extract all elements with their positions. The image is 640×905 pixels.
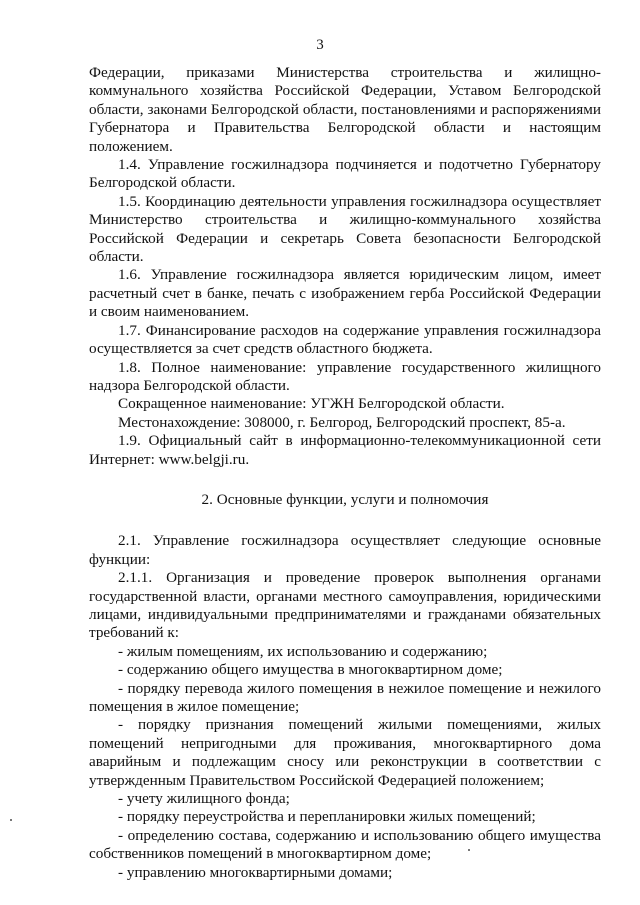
scan-speck <box>10 819 12 821</box>
short-name-paragraph: Сокращенное наименование: УГЖН Белгородской области. <box>118 395 505 413</box>
list-item: - учету жилищного фонда; <box>118 790 290 808</box>
list-item: - порядку признания помещений жилыми помещениями, жилых помещений непригодными для проживания, многоквартирного дома аварийным и подлежащим сносу или реконструкции в соответствии с утвержденным Правительством Российской Федерацией положением; <box>89 716 601 789</box>
page-number: 3 <box>316 37 324 53</box>
list-item: - порядку переустройства и перепланировки жилых помещений; <box>118 808 536 826</box>
paragraph-2-1-1: 2.1.1. Организация и проведение проверок выполнения органами государственной власти, органами местного самоуправления, юридическими лицами, индивидуальными предпринимателями и гражданами обязательных требований к: <box>89 569 601 642</box>
paragraph-2-1: 2.1. Управление госжилнадзора осуществляет следующие основные функции: <box>89 532 601 568</box>
list-item: - содержанию общего имущества в многоквартирном доме; <box>118 661 503 679</box>
paragraph-1-9: 1.9. Официальный сайт в информационно-телекоммуникационной сети Интернет: www.belgji.ru. <box>89 432 601 468</box>
paragraph-1-6: 1.6. Управление госжилнадзора является юридическим лицом, имеет расчетный счет в банке, печать с изображением герба Российской Федерации и своим наименованием. <box>89 266 601 321</box>
intro-paragraph: Федерации, приказами Министерства строительства и жилищно-коммунального хозяйства Российской Федерации, Уставом Белгородской области, законами Белгородской области, постановлениями и распоряжениями Губернатора и Правительства Белгородской области и настоящим положением. <box>89 64 601 155</box>
paragraph-1-5: 1.5. Координацию деятельности управления госжилнадзора осуществляет Министерство строительства и жилищно-коммунального хозяйства Российской Федерации и секретарь Совета безопасности Белгородской области. <box>89 192 601 266</box>
section-title: 2. Основные функции, услуги и полномочия <box>201 490 489 508</box>
list-item: - управлению многоквартирными домами; <box>118 863 393 881</box>
paragraph-1-7: 1.7. Финансирование расходов на содержание управления госжилнадзора осуществляется за счет средств областного бюджета. <box>89 321 601 358</box>
list-item: - жилым помещениям, их использованию и содержанию; <box>118 642 488 660</box>
scan-speck <box>468 849 470 851</box>
paragraph-1-8: 1.8. Полное наименование: управление государственного жилищного надзора Белгородской области. <box>89 358 601 394</box>
location-paragraph: Местонахождение: 308000, г. Белгород, Белгородский проспект, 85-а. <box>118 413 566 431</box>
paragraph-1-4: 1.4. Управление госжилнадзора подчиняется и подотчетно Губернатору Белгородской области. <box>89 156 601 192</box>
list-item: - порядку перевода жилого помещения в нежилое помещение и нежилого помещения в жилое помещение; <box>89 679 601 715</box>
list-item: - определению состава, содержанию и использованию общего имущества собственников помещений в многоквартирном доме; <box>89 826 601 863</box>
document-body <box>89 64 601 882</box>
